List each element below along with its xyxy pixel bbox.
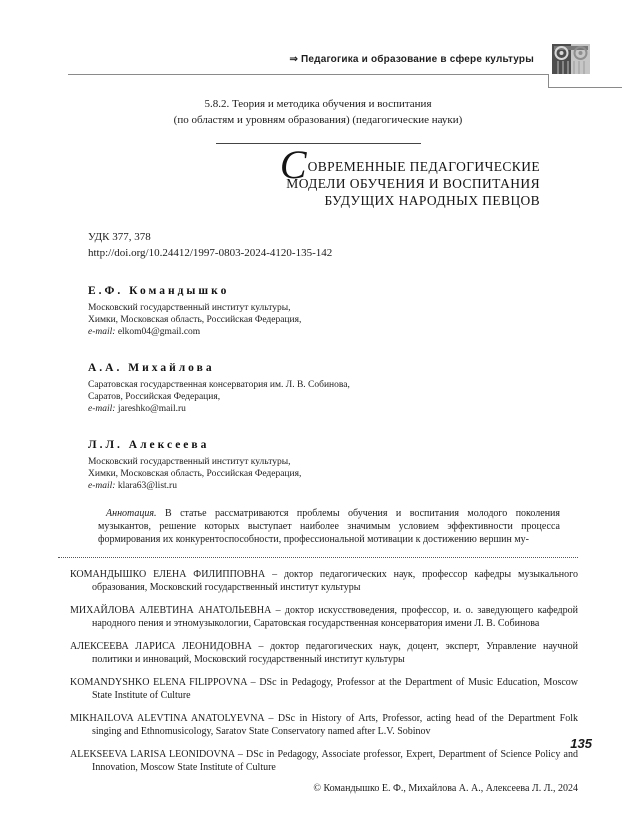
email-label: e-mail: bbox=[88, 404, 116, 414]
affiliation-line: Саратовская государственная консерватория им. Л. В. Собинова, bbox=[88, 380, 350, 390]
bio-item: КОМАНДЫШКО ЕЛЕНА ФИЛИППОВНА – доктор педагогических наук, профессор кафедры музыкального образования, Московский государственный институт культуры bbox=[70, 569, 578, 593]
email-label: e-mail: bbox=[88, 481, 116, 491]
header-rule-lower bbox=[548, 87, 622, 88]
email-address: jareshko@mail.ru bbox=[117, 404, 186, 414]
running-head: ⇒ Педагогика и образование в сфере культуры bbox=[289, 54, 534, 65]
author-affiliation bbox=[88, 456, 578, 492]
header-rule bbox=[68, 74, 548, 75]
affiliation-line: Московский государственный институт культуры, bbox=[88, 303, 291, 313]
affiliation-line: Московский государственный институт культуры, bbox=[88, 457, 291, 467]
udc-code: УДК 377, 378 bbox=[88, 231, 151, 243]
section-heading-line2: (по областям и уровням образования) (педагогические науки) bbox=[173, 114, 463, 126]
author-email-line bbox=[88, 480, 578, 492]
author-affiliation bbox=[88, 302, 578, 338]
dotted-divider bbox=[58, 557, 578, 558]
author-affiliation bbox=[88, 379, 578, 415]
email-address: elkom04@gmail.com bbox=[117, 327, 201, 337]
article-title bbox=[58, 142, 578, 209]
email-label: e-mail: bbox=[88, 327, 116, 337]
abstract bbox=[98, 507, 560, 546]
ionic-column-icon bbox=[552, 44, 590, 78]
bio-item: МИХАЙЛОВА АЛЕВТИНА АНАТОЛЬЕВНА – доктор искусствоведения, профессор, и. о. заведующего кафедрой народного пения и этномузыкологии, Саратовская государственная консерватория имени Л. В. Собинова bbox=[70, 605, 578, 629]
doi-link: http://doi.org/10.24412/1997-0803-2024-4120-135-142 bbox=[88, 247, 333, 259]
author-name: А.А. Михайлова bbox=[88, 362, 215, 374]
page-header bbox=[0, 0, 622, 90]
author-block bbox=[88, 439, 578, 492]
abstract-text: В статье рассматриваются проблемы обучения и воспитания молодого поколения музыкантов, решение которых выступает наиболее значимым условием эффективности процесса формирования их конкурентоспособности, профессиональной мотивации к достижению вершин му- bbox=[98, 508, 560, 545]
email-address: klara63@list.ru bbox=[117, 481, 177, 491]
title-dropcap: С bbox=[279, 142, 307, 187]
affiliation-line: Химки, Московская область, Российская Федерация, bbox=[88, 315, 302, 325]
bio-item: ALEKSEEVA LARISA LEONIDOVNA – DSc in Pedagogy, Associate professor, Expert, Department of Science Policy and Innovation, Moscow State Institute of Culture bbox=[70, 749, 578, 773]
author-block bbox=[88, 362, 578, 415]
bio-item: MIKHAILOVA ALEVTINA ANATOLYEVNA – DSc in History of Arts, Professor, acting head of the Department Folk singing and Ethnomusicology, Saratov State Conservatory named after L.V. Sobinov bbox=[70, 713, 578, 737]
abstract-label: Аннотация. bbox=[106, 508, 157, 519]
page-number: 135 bbox=[570, 736, 592, 751]
affiliation-line: Саратов, Российская Федерация, bbox=[88, 392, 221, 402]
author-name: Л.Л. Алексеева bbox=[88, 439, 210, 451]
title-line3: БУДУЩИХ НАРОДНЫХ ПЕВЦОВ bbox=[324, 193, 540, 208]
section-divider bbox=[216, 143, 421, 144]
author-name: Е.Ф. Командышко bbox=[88, 285, 230, 297]
author-email-line bbox=[88, 326, 578, 338]
identifiers bbox=[88, 229, 578, 261]
abstract-paragraph bbox=[98, 507, 560, 546]
copyright-line: © Командышко Е. Ф., Михайлова А. А., Алексеева Л. Л., 2024 bbox=[313, 783, 578, 794]
author-bios bbox=[58, 568, 578, 774]
section-heading-line1: 5.8.2. Теория и методика обучения и воспитания bbox=[204, 98, 432, 110]
affiliation-line: Химки, Московская область, Российская Федерация, bbox=[88, 469, 302, 479]
title-line1-rest: ОВРЕМЕННЫЕ ПЕДАГОГИЧЕСКИЕ bbox=[307, 159, 540, 174]
section-heading bbox=[58, 96, 578, 128]
author-email-line bbox=[88, 403, 578, 415]
title-line2: МОДЕЛИ ОБУЧЕНИЯ И ВОСПИТАНИЯ bbox=[286, 176, 540, 191]
bio-item: KOMANDYSHKO ELENA FILIPPOVNA – DSc in Pedagogy, Professor at the Department of Music Education, Moscow State Institute of Culture bbox=[70, 677, 578, 701]
author-block bbox=[88, 285, 578, 338]
page-content bbox=[58, 96, 578, 794]
bio-item: АЛЕКСЕЕВА ЛАРИСА ЛЕОНИДОВНА – доктор педагогических наук, доцент, эксперт, Управление научной политики и инноваций, Московский государственный институт культуры bbox=[70, 641, 578, 665]
header-rule-step bbox=[548, 74, 549, 87]
